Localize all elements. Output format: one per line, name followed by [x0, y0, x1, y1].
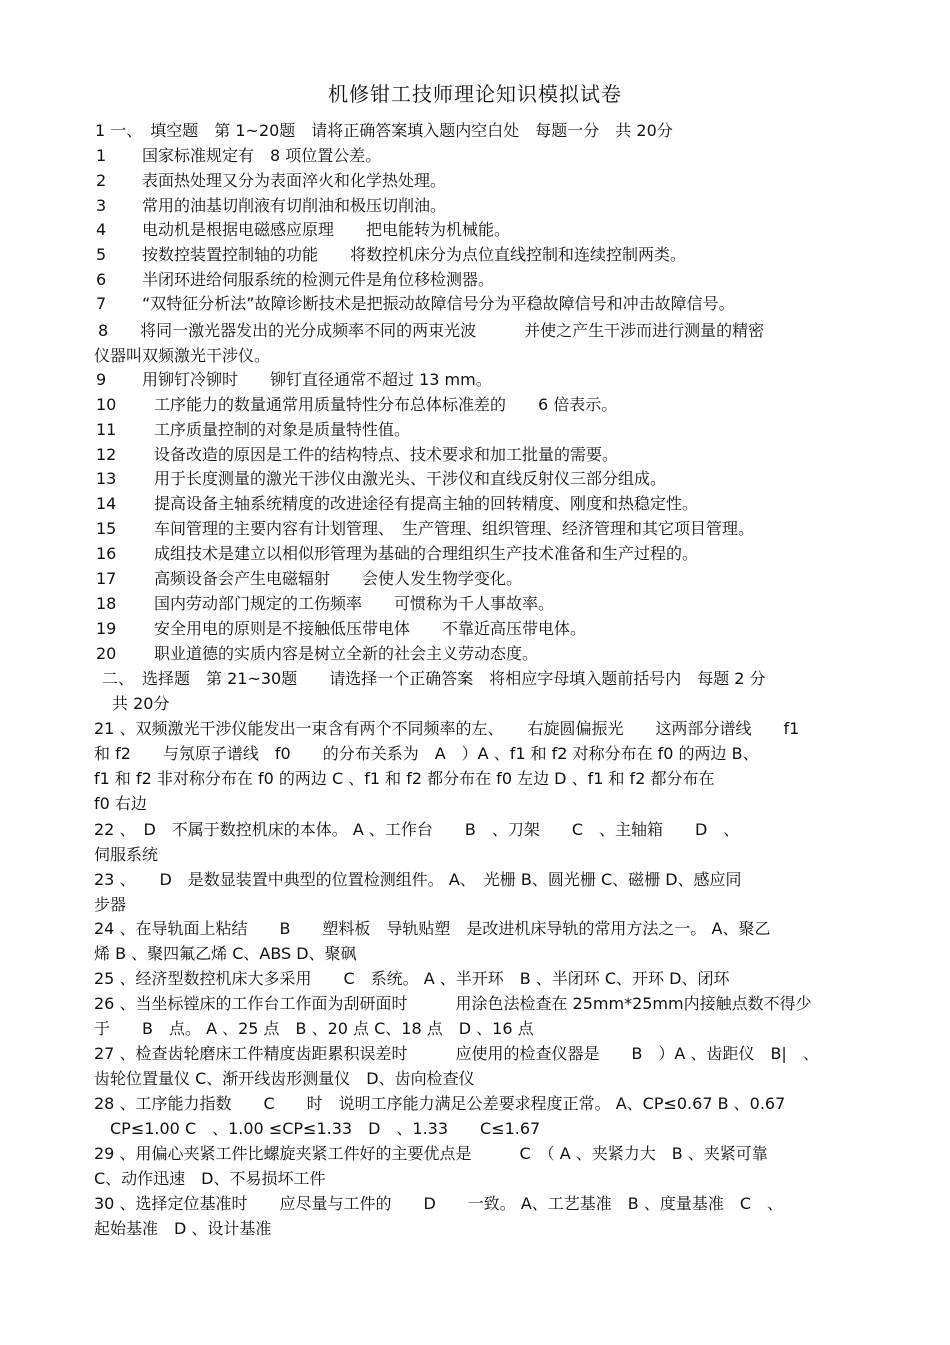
fill-question: 15 车间管理的主要内容有计划管理、 生产管理、组织管理、经济管理和其它项目管理。: [96, 519, 755, 538]
fill-question: 5 按数控装置控制轴的功能 将数控机床分为点位直线控制和连续控制两类。: [96, 245, 687, 264]
fill-question: 3 常用的油基切削液有切削油和极压切削油。: [96, 196, 447, 215]
choice-question: 30 、选择定位基准时 应尽量与工件的 D 一致。 A、工艺基准 B 、度量基准 C 、 起始基准 D 、设计基准: [94, 1194, 784, 1238]
fill-question: 11 工序质量控制的对象是质量特性值。: [96, 420, 411, 439]
fill-question: 16 成组技术是建立以相似形管理为基础的合理组织生产技术准备和生产过程的。: [96, 544, 699, 563]
fill-question: 14 提高设备主轴系统精度的改进途径有提高主轴的回转精度、刚度和热稳定性。: [96, 494, 699, 513]
fill-question: 12 设备改造的原因是工件的结构特点、技术要求和加工批量的需要。: [96, 445, 619, 464]
fill-question: 19 安全用电的原则是不接触低压带电体 不靠近高压带电体。: [96, 619, 587, 638]
fill-question: 20 职业道德的实质内容是树立全新的社会主义劳动态度。: [96, 644, 539, 663]
choice-question: 29 、用偏心夹紧工件比螺旋夹紧工件好的主要优点是 C （ A 、夹紧力大 B 、夹紧可靠 C、动作迅速 D、不易损坏工件: [94, 1144, 768, 1188]
fill-question: 18 国内劳动部门规定的工伤频率 可惯称为千人事故率。: [96, 594, 555, 613]
fill-question: 2 表面热处理又分为表面淬火和化学热处理。: [96, 171, 447, 190]
fill-question: 10 工序能力的数量通常用质量特性分布总体标准差的 6 倍表示。: [96, 395, 618, 414]
fill-question: 9 用铆钉冷铆时 铆钉直径通常不超过 13 mm。: [96, 370, 492, 389]
choice-question: 25 、经济型数控机床大多采用 C 系统。 A 、半开环 B 、半闭环 C、开环 D、闭环: [94, 969, 730, 988]
fill-question: 1 国家标准规定有 8 项位置公差。: [96, 146, 382, 165]
fill-question: 7 “双特征分析法”故障诊断技术是把振动故障信号分为平稳故障信号和冲击故障信号。: [96, 294, 735, 313]
fill-question: 17 高频设备会产生电磁辐射 会使人发生物学变化。: [96, 569, 523, 588]
page-title: 机修钳工技师理论知识模拟试卷: [328, 82, 622, 106]
choice-question: 27 、检查齿轮磨床工件精度齿距累积误差时 应使用的检查仪器是 B ）A 、齿距仪 B| 、 齿轮位置量仪 C、渐开线齿形测量仪 D、齿向检查仪: [94, 1044, 819, 1088]
choice-question: 21 、双频激光干涉仪能发出一束含有两个不同频率的左、 右旋圆偏振光 这两部分谱线 f1 和 f2 与氖原子谱线 f0 的分布关系为 A ）A 、f1 和 f2 对称分布在 f0 的两边 B、 f1 和 f2 非对称分布在 f0 的两边 C 、f1 和 f2 都分布在 f0 左边 D 、f1 和 f2 都分布在 f0 右边: [94, 719, 800, 813]
choice-question: 28 、工序能力指数 C 时 说明工序能力满足公差要求程度正常。 A、CP≤0.67 B 、0.67 CP≤1.00 C 、1.00 ≤CP≤1.33 D 、1.33 C≤1.67: [94, 1094, 786, 1138]
fill-question: 6 半闭环进给伺服系统的检测元件是角位移检测器。: [96, 270, 495, 289]
section1-header: 1 一、 填空题 第 1~20题 请将正确答案填入题内空白处 每题一分 共 20分: [95, 121, 673, 140]
fill-question-8: 8 将同一激光器发出的光分成频率不同的两束光波 并使之产生干涉而进行测量的精密 仪器叫双频激光干涉仪。: [94, 321, 765, 365]
fill-question: 4 电动机是根据电磁感应原理 把电能转为机械能。: [96, 220, 511, 239]
choice-question: 22 、 D 不属于数控机床的本体。 A 、工作台 B 、刀架 C 、主轴箱 D 、 伺服系统: [94, 820, 740, 864]
section2-header: 二、 选择题 第 21~30题 请选择一个正确答案 将相应字母填入题前括号内 每题 2 分 共 20分: [102, 669, 766, 713]
fill-question: 13 用于长度测量的激光干涉仪由激光头、干涉仪和直线反射仪三部分组成。: [96, 469, 667, 488]
choice-question: 26 、当坐标镗床的工作台工作面为刮研面时 用涂色法检查在 25mm*25mm内接触点数不得少 于 B 点。 A 、25 点 B 、20 点 C、18 点 D 、16 点: [94, 994, 812, 1038]
choice-question: 23 、 D 是数显装置中典型的位置检测组件。 A、 光栅 B、圆光栅 C、磁栅 D、感应同 步器: [94, 870, 742, 914]
choice-question: 24 、在导轨面上粘结 B 塑料板 导轨贴塑 是改进机床导轨的常用方法之一。 A、聚乙 烯 B 、聚四氟乙烯 C、ABS D、聚砜: [94, 919, 771, 963]
